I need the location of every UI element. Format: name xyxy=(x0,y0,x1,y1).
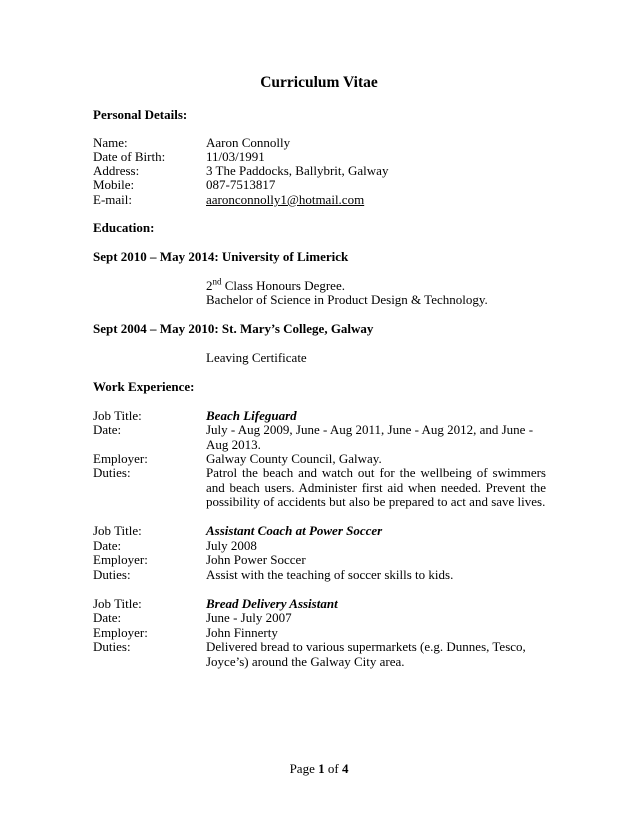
duties-label: Duties: xyxy=(93,465,131,480)
current-page: 1 xyxy=(318,761,325,776)
job-title-label: Job Title: xyxy=(93,523,142,538)
education-entry-2-heading: Sept 2004 – May 2010: St. Mary’s College, Galway xyxy=(93,321,374,336)
name-label: Name: xyxy=(93,135,128,150)
job-title-label: Job Title: xyxy=(93,596,142,611)
email-label: E-mail: xyxy=(93,192,132,207)
job-title-label: Job Title: xyxy=(93,408,142,423)
education-heading: Education: xyxy=(93,220,155,235)
job-1-employer: Galway County Council, Galway. xyxy=(206,451,382,466)
mobile-label: Mobile: xyxy=(93,177,135,192)
date-label: Date: xyxy=(93,610,122,625)
personal-details-heading: Personal Details: xyxy=(93,107,188,122)
employer-label: Employer: xyxy=(93,552,148,567)
duties-label: Duties: xyxy=(93,639,131,654)
job-2-title: Assistant Coach at Power Soccer xyxy=(206,523,383,538)
dob-label: Date of Birth: xyxy=(93,149,166,164)
date-label: Date: xyxy=(93,422,122,437)
mobile-value: 087-7513817 xyxy=(206,177,276,192)
page-number-footer xyxy=(0,762,638,777)
duties-label: Duties: xyxy=(93,567,131,582)
job-3-employer: John Finnerty xyxy=(206,625,278,640)
job-3-duties: Delivered bread to various supermarkets (e.g. Dunnes, Tesco, Joyce’s) around the Galway City area. xyxy=(206,639,526,669)
degree-ordinal-suffix: nd xyxy=(212,276,222,287)
name-value: Aaron Connolly xyxy=(206,135,291,150)
page-word: Page xyxy=(289,761,315,776)
job-1-duties: Patrol the beach and watch out for the wellbeing of swimmers and beach users. Administer first aid when needed. Prevent the possibility of accidents but also be prepared to act and save lives. xyxy=(206,465,546,509)
job-2-employer: John Power Soccer xyxy=(206,552,306,567)
address-value: 3 The Paddocks, Ballybrit, Galway xyxy=(206,163,389,178)
job-2-date: July 2008 xyxy=(206,538,257,553)
of-word: of xyxy=(327,761,339,776)
job-3-title: Bread Delivery Assistant xyxy=(206,596,338,611)
degree-text: Class Honours Degree. xyxy=(221,278,345,293)
dob-value: 11/03/1991 xyxy=(206,149,265,164)
date-label: Date: xyxy=(93,538,122,553)
education-entry-1-heading: Sept 2010 – May 2014: University of Limerick xyxy=(93,249,349,264)
document-title: Curriculum Vitae xyxy=(260,74,378,91)
job-2-duties: Assist with the teaching of soccer skills to kids. xyxy=(206,567,454,582)
education-entry-2-detail: Leaving Certificate xyxy=(206,350,307,365)
employer-label: Employer: xyxy=(93,451,148,466)
work-experience-heading: Work Experience: xyxy=(93,379,195,394)
total-pages: 4 xyxy=(341,761,349,776)
job-1-title: Beach Lifeguard xyxy=(206,408,297,423)
employer-label: Employer: xyxy=(93,625,148,640)
address-label: Address: xyxy=(93,163,140,178)
education-entry-1-detail: Bachelor of Science in Product Design & Technology. xyxy=(206,292,488,307)
job-3-date: June - July 2007 xyxy=(206,610,292,625)
job-1-date: July - Aug 2009, June - Aug 2011, June - Aug 2012, and June - Aug 2013. xyxy=(206,422,534,452)
email-link[interactable]: aaronconnolly1@hotmail.com xyxy=(206,192,365,207)
degree-number: 2 xyxy=(206,278,213,293)
